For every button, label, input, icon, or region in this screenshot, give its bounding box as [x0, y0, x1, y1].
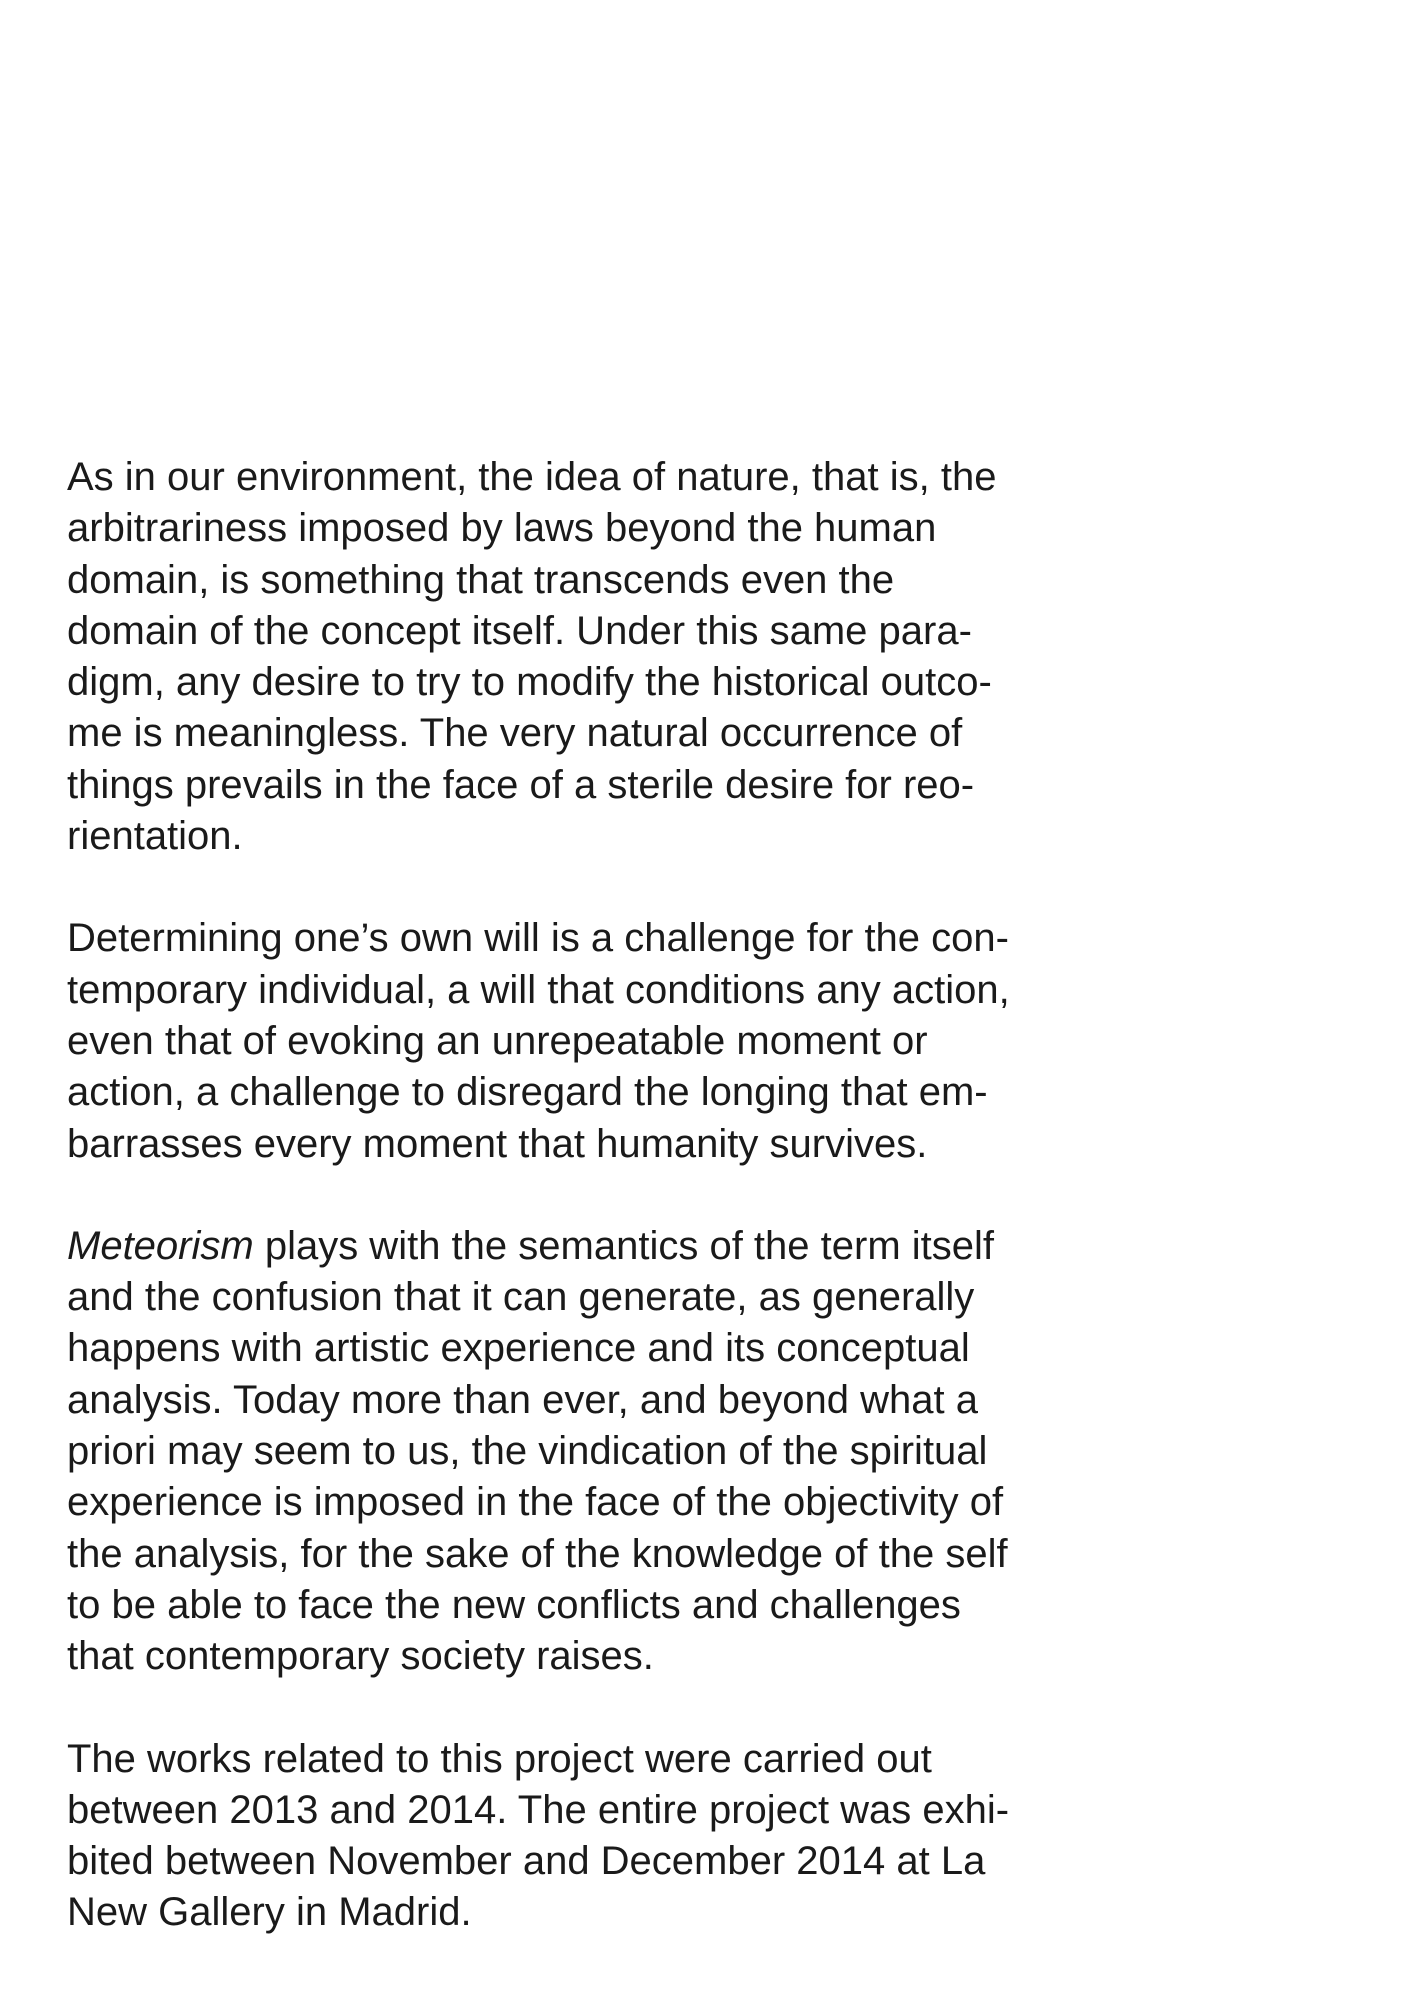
text-line: The works related to this project were carried out	[67, 1736, 932, 1781]
text-line-first	[67, 1221, 1187, 1272]
text-line: between 2013 and 2014. The entire project was exhi-	[67, 1787, 1010, 1832]
text-line: arbitrariness imposed by laws beyond the human	[67, 506, 937, 551]
text-line: even that of evoking an unrepeatable moment or	[67, 1018, 928, 1063]
paragraph-exhibition	[67, 1734, 1187, 1939]
text-line: As in our environment, the idea of nature, that is, the	[67, 455, 997, 499]
paragraph-meteorism	[67, 1221, 1187, 1683]
text-line: New Gallery in Madrid.	[67, 1890, 472, 1935]
text-line: happens with artistic experience and its conceptual	[67, 1326, 970, 1371]
text-line: that contemporary society raises.	[67, 1634, 654, 1679]
text-line: experience is imposed in the face of the objectivity of	[67, 1480, 1004, 1525]
text-line: things prevails in the face of a sterile desire for reo-	[67, 762, 975, 807]
text-line: action, a challenge to disregard the longing that em-	[67, 1070, 988, 1115]
paragraph-will	[67, 913, 1187, 1169]
text-line: domain, is something that transcends even the	[67, 557, 895, 602]
project-title: Meteorism	[67, 1223, 254, 1268]
text-line: temporary individual, a will that conditions any action,	[67, 967, 1010, 1012]
text-line: digm, any desire to try to modify the historical outco-	[67, 660, 992, 705]
text-fragment: plays with the semantics of the term itself	[253, 1223, 994, 1268]
paragraph-nature	[67, 452, 1187, 862]
text-line: bited between November and December 2014 at La	[67, 1839, 986, 1884]
text-line: Determining one’s own will is a challenge for the con-	[67, 916, 1009, 961]
text-line: rientation.	[67, 814, 243, 859]
text-line: the analysis, for the sake of the knowledge of the self	[67, 1531, 1008, 1576]
text-line: to be able to face the new conflicts and challenges	[67, 1582, 961, 1627]
text-line: domain of the concept itself. Under this same para-	[67, 608, 972, 653]
text-line: and the confusion that it can generate, as generally	[67, 1275, 975, 1320]
document-body	[67, 452, 1187, 1990]
text-line: analysis. Today more than ever, and beyond what a	[67, 1377, 978, 1422]
text-line: me is meaningless. The very natural occurrence of	[67, 711, 963, 756]
text-line: barrasses every moment that humanity survives.	[67, 1121, 928, 1166]
text-line: priori may seem to us, the vindication of the spiritual	[67, 1429, 988, 1474]
